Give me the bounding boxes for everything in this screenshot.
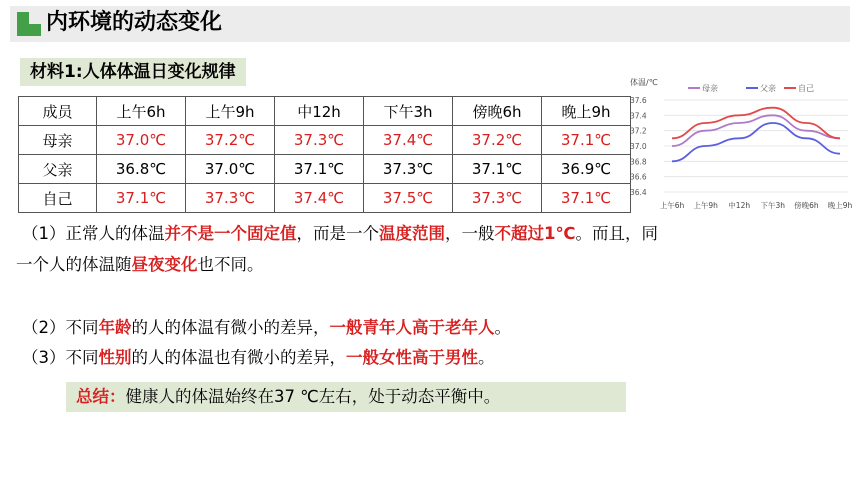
temperature-cell: 37.0℃ (97, 126, 186, 155)
series-line-2 (672, 108, 840, 139)
y-tick-label: 37.4 (630, 111, 647, 121)
p2-text-a: （2）不同 (22, 318, 99, 337)
table-row (19, 155, 631, 184)
table-header-cell: 成员 (19, 97, 97, 126)
p3-highlight-b: 性别 (98, 348, 132, 367)
x-tick-label: 上午9h (693, 201, 718, 210)
temperature-line-chart (628, 74, 856, 214)
x-tick-label: 中12h (728, 201, 751, 210)
legend-label: 母亲 (702, 84, 718, 93)
p1-text-c: ，而是一个 (296, 224, 379, 243)
page-title: 内环境的动态变化 (46, 10, 223, 35)
x-tick-label: 上午6h (659, 201, 685, 210)
x-tick-label: 晚上9h (827, 201, 853, 210)
temperature-cell: 37.2℃ (453, 126, 542, 155)
y-tick-label: 36.8 (630, 157, 647, 167)
table-header-cell: 傍晚6h (453, 97, 542, 126)
summary-text: 健康人的体温始终在37 ℃左右，处于动态平衡中。 (125, 387, 501, 406)
temperature-cell: 37.4℃ (275, 184, 364, 213)
temperature-cell: 37.1℃ (542, 126, 631, 155)
x-tick-label: 傍晚6h (794, 201, 819, 210)
temperature-cell: 37.1℃ (275, 155, 364, 184)
table-header-cell: 中12h (275, 97, 364, 126)
title-marker-notch (29, 12, 41, 24)
temperature-cell: 37.3℃ (453, 184, 542, 213)
table-header-cell: 晚上9h (542, 97, 631, 126)
p2-text-c: 的人的体温有微小的差异， (131, 318, 330, 337)
table-header-cell: 下午3h (364, 97, 453, 126)
temperature-cell: 37.5℃ (364, 184, 453, 213)
y-tick-label: 37.6 (630, 96, 647, 105)
material-label: 材料1:人体体温日变化规律 (20, 58, 246, 86)
p1-text-h: 一个人的体温随 (16, 255, 132, 274)
table-row (19, 126, 631, 155)
temperature-cell: 37.2℃ (186, 126, 275, 155)
legend-label: 自己 (798, 84, 814, 93)
table-row (19, 184, 631, 213)
paragraph-2 (22, 312, 852, 343)
table-header-cell: 上午9h (186, 97, 275, 126)
row-member-name: 父亲 (19, 155, 97, 184)
temperature-cell: 36.9℃ (542, 155, 631, 184)
x-tick-label: 下午3h (760, 201, 786, 210)
paragraph-1 (16, 218, 852, 280)
legend-label: 父亲 (760, 84, 776, 93)
table-header-cell: 上午6h (97, 97, 186, 126)
temperature-cell: 37.3℃ (186, 184, 275, 213)
p1-text-j: 也不同。 (197, 255, 264, 274)
summary-label: 总结： (76, 387, 126, 406)
temperature-chart (628, 74, 856, 214)
temperature-cell: 37.4℃ (364, 126, 453, 155)
chart-ylabel: 体温/℃ (630, 78, 658, 87)
p2-text-e: 。 (494, 318, 511, 337)
y-tick-label: 37.2 (630, 126, 647, 136)
p3-text-c: 的人的体温也有微小的差异， (131, 348, 346, 367)
temperature-cell: 37.3℃ (364, 155, 453, 184)
p3-text-e: 。 (478, 348, 495, 367)
row-member-name: 母亲 (19, 126, 97, 155)
p2-highlight-b: 年龄 (98, 318, 132, 337)
temperature-cell: 37.0℃ (186, 155, 275, 184)
table-header-row (19, 97, 631, 126)
temperature-cell: 37.1℃ (542, 184, 631, 213)
p1-text-g: 。而且，同 (575, 224, 658, 243)
p1-highlight-b: 并不是一个固定值 (164, 224, 297, 243)
p3-highlight-d: 一般女性高于男性 (346, 348, 478, 367)
p1-highlight-d: 温度范围 (379, 224, 445, 243)
y-tick-label: 36.4 (630, 188, 647, 197)
temperature-cell: 37.1℃ (453, 155, 542, 184)
summary-box (66, 382, 626, 412)
p1-text-a: （1）正常人的体温 (22, 224, 165, 243)
temperature-cell: 36.8℃ (97, 155, 186, 184)
y-tick-label: 37.0 (630, 142, 647, 151)
p1-text-e: ，一般 (445, 224, 495, 243)
temperature-table (18, 96, 631, 213)
p3-text-a: （3）不同 (22, 348, 99, 367)
temperature-cell: 37.3℃ (275, 126, 364, 155)
p2-highlight-d: 一般青年人高于老年人 (329, 318, 495, 337)
temperature-cell: 37.1℃ (97, 184, 186, 213)
p1-highlight-f: 不超过1℃ (494, 224, 576, 243)
paragraph-3 (22, 342, 852, 373)
p1-highlight-i: 昼夜变化 (131, 255, 198, 274)
series-line-1 (672, 123, 840, 161)
row-member-name: 自己 (19, 184, 97, 213)
y-tick-label: 36.6 (630, 172, 647, 182)
